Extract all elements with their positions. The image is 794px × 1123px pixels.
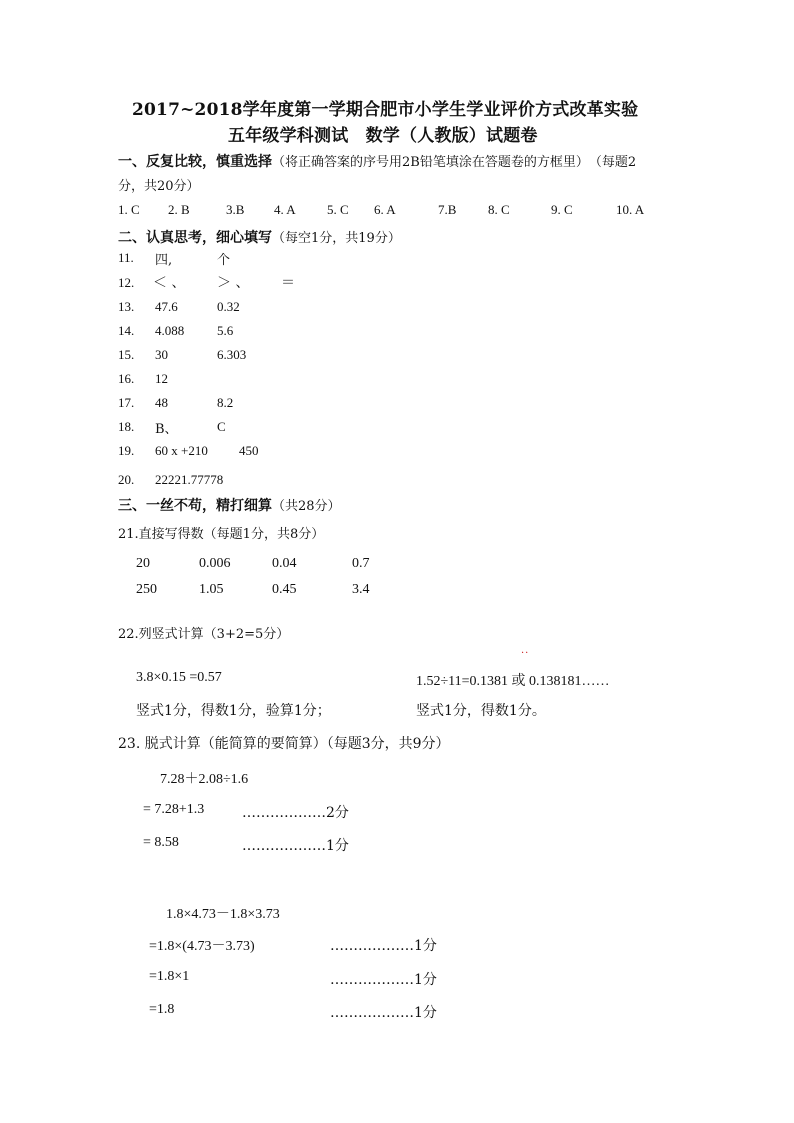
item-12-c: ＝ xyxy=(281,275,295,291)
item-11-no: 11. xyxy=(118,250,134,265)
item-19-no: 19. xyxy=(118,443,135,458)
answer-1: 1. C xyxy=(118,202,140,217)
item-16-a: 12 xyxy=(155,371,168,386)
item-18-b: C xyxy=(217,419,226,434)
item-12-no: 12. xyxy=(118,275,135,290)
item-18-a: B、 xyxy=(155,422,178,437)
item-13-a: 47.6 xyxy=(155,299,178,314)
q21-r1-c1: 20 xyxy=(136,556,150,571)
section-1-note-2: 分，共20分） xyxy=(118,179,200,194)
answer-6: 6. A xyxy=(374,202,396,217)
q23-p1-step2-score: ………………1分 xyxy=(242,838,349,854)
q22-red-marks: ·· xyxy=(521,648,530,659)
q21-r2-c1: 250 xyxy=(136,582,157,597)
q21-r1-c4: 0.7 xyxy=(352,556,370,571)
q22-left-note: 竖式1分，得数1分，验算1分； xyxy=(136,703,331,719)
q23-p1-step2: = 8.58 xyxy=(143,835,179,850)
section-1-note: （将正确答案的序号用2B铅笔填涂在答题卷的方框里） （每题2 xyxy=(272,155,637,170)
answer-7: 7.B xyxy=(438,202,457,217)
item-20-no: 20. xyxy=(118,472,135,487)
section-2-heading xyxy=(118,227,401,247)
item-11-b: 个 xyxy=(217,253,231,268)
item-20-a: 22221.77778 xyxy=(155,472,224,487)
answer-4: 4. A xyxy=(274,202,296,217)
q23-label: 23. 脱式计算（能简算的要简算）（每题3分，共9分） xyxy=(118,736,450,752)
section-2-note: （每空1分，共19分） xyxy=(272,231,401,246)
section-3-heading xyxy=(118,495,341,515)
section-3-heading-text: 三、一丝不苟，精打细算 xyxy=(118,498,272,514)
q21-label: 21.直接写得数（每题1分，共8分） xyxy=(118,527,325,542)
item-12-a: ＜ 、 xyxy=(153,275,186,291)
q22-right-expr: 1.52÷11=0.1381 或 0.138181…… xyxy=(416,674,610,689)
item-17-no: 17. xyxy=(118,395,135,410)
q23-p2-expr: 1.8×4.73－1.8×3.73 xyxy=(166,907,280,922)
item-16-no: 16. xyxy=(118,371,135,386)
answer-2: 2. B xyxy=(168,202,190,217)
item-13-b: 0.32 xyxy=(217,299,240,314)
answer-8: 8. C xyxy=(488,202,510,217)
item-13-no: 13. xyxy=(118,299,135,314)
answer-9: 9. C xyxy=(551,202,573,217)
q23-p1-expr: 7.28＋2.08÷1.6 xyxy=(160,772,249,787)
item-18-no: 18. xyxy=(118,419,135,434)
item-17-a: 48 xyxy=(155,395,168,410)
q23-p2-step1: =1.8×(4.73－3.73) xyxy=(149,939,255,954)
q23-p1-step1: = 7.28+1.3 xyxy=(143,802,205,817)
item-14-no: 14. xyxy=(118,323,135,338)
item-17-b: 8.2 xyxy=(217,395,234,410)
title-line-2: 五年级学科测试 数学（人教版）试题卷 xyxy=(228,126,538,146)
title-line-1: 2017~2018学年度第一学期合肥市小学生学业评价方式改革实验 xyxy=(132,100,639,120)
item-15-no: 15. xyxy=(118,347,135,362)
item-14-b: 5.6 xyxy=(217,323,234,338)
q22-label: 22.列竖式计算（3+2=5分） xyxy=(118,627,290,642)
item-15-b: 6.303 xyxy=(217,347,247,362)
item-12-b: ＞ 、 xyxy=(217,275,250,291)
q21-r1-c2: 0.006 xyxy=(199,556,231,571)
q23-p1-step1-score: ………………2分 xyxy=(242,805,349,821)
q21-r2-c3: 0.45 xyxy=(272,582,297,597)
item-11-a: 四, xyxy=(155,253,173,268)
answer-3: 3.B xyxy=(226,202,245,217)
q23-p2-step3: =1.8 xyxy=(149,1002,175,1017)
section-1-heading-text: 一、反复比较，慎重选择 xyxy=(118,154,272,170)
section-1-heading xyxy=(118,151,636,171)
section-3-note: （共28分） xyxy=(272,499,341,514)
item-14-a: 4.088 xyxy=(155,323,185,338)
q23-p2-step2-score: ………………1分 xyxy=(330,972,437,988)
q21-r2-c2: 1.05 xyxy=(199,582,224,597)
q23-p2-step3-score: ………………1分 xyxy=(330,1005,437,1021)
q23-p2-step2: =1.8×1 xyxy=(149,969,190,984)
q23-p2-step1-score: ………………1分 xyxy=(330,938,437,954)
answer-5: 5. C xyxy=(327,202,349,217)
item-19-a: 60 x +210 xyxy=(155,443,208,458)
section-2-heading-text: 二、认真思考，细心填写 xyxy=(118,230,272,246)
answer-10: 10. A xyxy=(616,202,645,217)
q21-r1-c3: 0.04 xyxy=(272,556,297,571)
q21-r2-c4: 3.4 xyxy=(352,582,370,597)
q22-left-expr: 3.8×0.15 =0.57 xyxy=(136,670,222,685)
item-19-b: 450 xyxy=(239,443,259,458)
q22-right-note: 竖式1分，得数1分。 xyxy=(416,703,546,719)
item-15-a: 30 xyxy=(155,347,168,362)
